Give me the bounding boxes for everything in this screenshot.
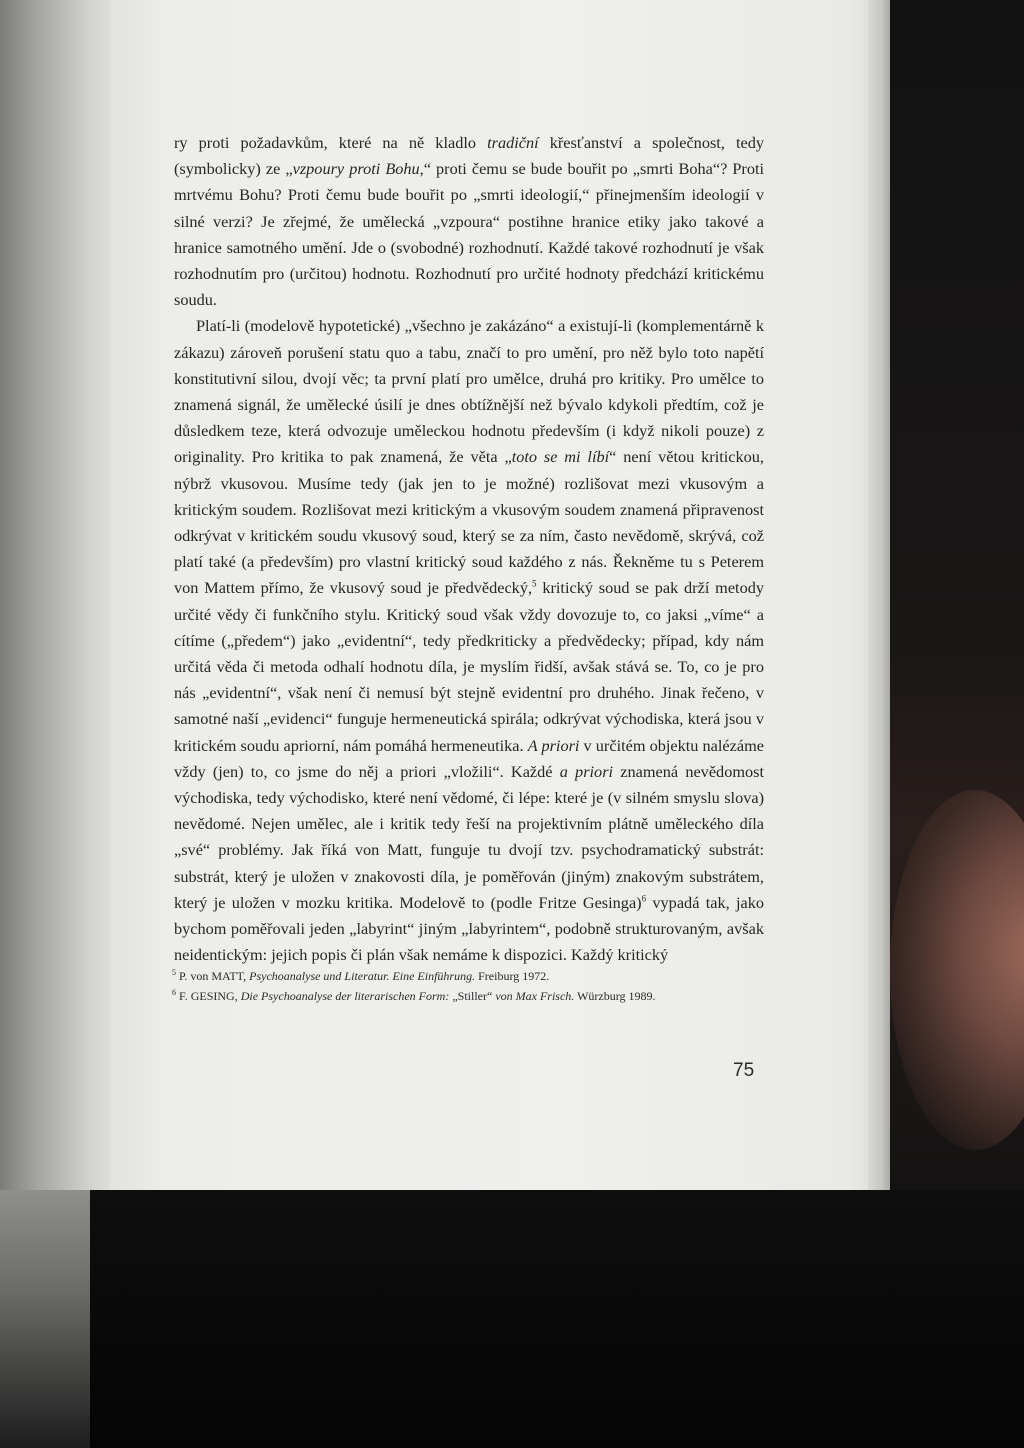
book-spine-shadow (0, 0, 120, 1190)
footnote-title: Psychoanalyse und Literatur. Eine Einführung. (249, 969, 476, 983)
text-run: “ proti čemu se bude bouřit po „smrti Boha“? Proti mrtvému Bohu? Proti čemu bude bouřit po „smrti ideologií,“ přinejmenším ideologií v silné verzi? Je zřejmé, že umělecká „vzpoura“ postihne hranice etiky jako takové a hranice samotného umění. Jde o (svobodné) rozhodnutí. Každé takové rozhodnutí je však rozhodnutím pro (určitou) hodnotu. Rozhodnutí pro určité hodnoty předchází kritickému soudu. (174, 159, 765, 310)
scan-bottom-area (0, 1190, 1024, 1448)
text-run-italic: A priori (527, 735, 580, 755)
text-run-italic: vzpoury proti Bohu, (292, 159, 424, 179)
text-run: křesťanství a společnost, tedy (symbolicky) ze „ (174, 133, 764, 179)
footnote-author: P. von MATT, (176, 969, 250, 983)
page-edge (868, 0, 890, 1190)
footnote-title-end: von Max Frisch. (492, 989, 575, 1003)
text-run: “ není větou kritickou, nýbrž vkusovou. Musíme tedy (jak jen to je možné) rozlišovat mezi vkusovým a kritickým soudem. Rozlišovat mezi kritickým a vkusovým soudem znamená připravenost odkrývat v kritickém soudu vkusový soud, který se za ním, často nevědomě, skrývá, což platí také (a především) pro vlastní kritický soud každého z nás. Řekněme tu s Peterem von Mattem přímo, že vkusový soud je předvědecký, (174, 447, 764, 598)
text-run-italic: tradiční (487, 133, 539, 152)
paragraph-2 (174, 313, 764, 968)
footnote-publication: Würzburg 1989. (574, 989, 656, 1003)
footnotes (172, 966, 772, 1006)
footnote-author: F. GESING, (176, 989, 241, 1003)
footnote-6 (172, 986, 772, 1006)
page-number: 75 (733, 1060, 755, 1081)
text-run-italic: a priori (559, 761, 614, 781)
footnote-title-quote: „Stiller“ (452, 989, 493, 1003)
text-run: vypadá tak, jako bychom poměřovali jeden „labyrint“ jiným „labyrintem“, podobně strukturovaným, avšak neidentickým: jejich popis či plán však nemáme k dispozici. Každý kritický (174, 892, 765, 965)
text-run: ry proti požadavkům, které na ně kladlo (174, 133, 488, 152)
text-run: kritický soud se pak drží metody určité vědy či funkčního stylu. Kritický soud však vždy dovozuje to, co jaksi „víme“ a cítíme („předem“) jako „evidentní“, tedy předkriticky a předvědecky; případ, kdy nám určitá věda či metoda odhalí hodnotu díla, je myslím řidší, avšak stává se. To, co je pro nás „evidentní“, však není či nemusí být stejně evidentní pro druhého. Jinak řečeno, v samotné naší „evidenci“ funguje hermeneutická spirála; odkrývat východiska, která jsou v kritickém soudu apriorní, nám pomáhá hermeneutika. (174, 578, 764, 755)
text-run: Platí-li (modelově hypotetické) „všechno je zakázáno“ a existují-li (komplementárně k zákazu) zároveň porušení statu quo a tabu, značí to pro umění, pro něž bylo toto napětí konstitutivní silou, dvojí věc; ta první platí pro umělce, druhá pro kritiky. Pro umělce to znamená signál, že umělecké úsilí je dnes obtížnější než bývalo kdykoli předtím, což je důsledkem teze, která odvozuje uměleckou hodnotu především (i když nikoli pouze) z originality. Pro kritika to pak znamená, že věta „ (174, 316, 764, 467)
text-run: v určitém objektu nalézáme vždy (jen) to, co jsme do něj a priori „vložili“. Každé (174, 735, 764, 781)
footnote-publication: Freiburg 1972. (475, 969, 550, 983)
paragraph-1 (174, 130, 764, 313)
scan-bottom-left-shadow (0, 1190, 90, 1448)
footnote-number: 5 (172, 968, 176, 977)
footnote-5 (172, 966, 772, 986)
footnote-ref-6: 6 (641, 893, 647, 904)
footnote-title: Die Psychoanalyse der literarischen Form: (240, 989, 453, 1003)
text-run: znamená nevědomost východiska, tedy východisko, které není vědomé, či lépe: které je (v silném smyslu slova) nevědomé. Nejen umělec, ale i kritik tedy řeší na projektivním plátně uměleckého díla „své“ problémy. Jak říká von Matt, funguje tu dvojí tzv. psychodramatický substrát: substrát, který je uložen v znakovosti díla, je poměřován (jiným) znakovým substrátem, který je uložen v mozku kritika. Modelově to (podle Fritze Gesinga) (174, 761, 764, 912)
footnote-ref-5: 5 (532, 579, 537, 590)
body-text (174, 130, 764, 969)
footnote-number: 6 (172, 988, 176, 997)
text-run-italic: toto se mi líbí (511, 447, 610, 467)
